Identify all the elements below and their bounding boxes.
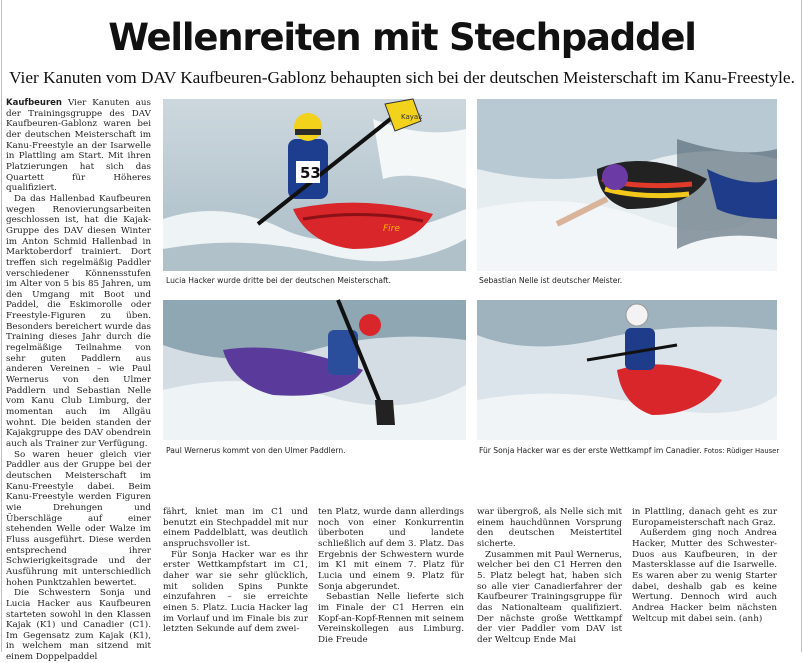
column-4-paragraph-2: Zusammen mit Paul Wernerus, welcher bei den C1 Herren den 5. Platz belegt hat, haben sich so alle vier Canadierfahrer der Kaufbeurer Trainingsgruppe für das Nationalteam qualifiziert. Der nächste große Wettkampf der vier Paddler vom DAV ist der Weltcup Ende Mai [477, 549, 622, 645]
page-border-right [801, 0, 802, 652]
column-2-paragraph-2: Für Sonja Hacker war es ihr erster Wettkampfstart im C1, daher war sie sehr glücklich, mit soliden Spins Punkte einzufahren – sie erreichte einen 5. Platz. Lucia Hacker lag im Vorlauf und im Finale bis zur letzten Sekunde auf dem zwei- [163, 549, 308, 635]
photo-sebastian-nelle [477, 99, 777, 271]
column-2-paragraph-1: fährt, kniet man im C1 und benutzt ein Stechpaddel mit nur einem Paddelblatt, was deutlich anspruchsvoller ist. [163, 507, 308, 549]
article-column-2 [163, 507, 308, 647]
photo-caption-4-text: Für Sonja Hacker war es der erste Wettkampf im Canadier. [479, 446, 702, 455]
column-3-paragraph-2: Sebastian Nelle lieferte sich im Finale der C1 Herren ein Kopf-an-Kopf-Rennen mit seinem Vereinskollegen aus Limburg. Die Freude [318, 592, 464, 645]
photo-lucia-hacker [163, 99, 466, 271]
photo-sonja-hacker-image [477, 300, 777, 440]
column-5-paragraph-2: Außerdem ging noch Andrea Hacker, Mutter des Schwester-Duos aus Kaufbeuren, in der Mastersklasse auf die Isarwelle. Es waren aber zu wenig Starter dabei, deshalb gab es keine Wertung. Dennoch wird auch Andrea Hacker beim nächsten Weltcup mit dabei sein. (anh) [632, 528, 777, 624]
column-5-paragraph-1: in Plattling, danach geht es zur Europameisterschaft nach Graz. [632, 507, 777, 528]
photo-caption-2: Sebastian Nelle ist deutscher Meister. [479, 276, 623, 285]
article-column-3 [318, 507, 464, 647]
bib-number: 53 [300, 164, 321, 182]
dateline: Kaufbeuren [6, 98, 62, 108]
photo-credit: Fotos: Rüdiger Hauser [704, 447, 780, 455]
page-border-left [1, 0, 2, 652]
paddle-blade-text: Kayak [401, 113, 423, 121]
column-3-paragraph-1: ten Platz, wurde dann allerdings noch von einer Konkurrentin überboten und landete schließlich auf dem 3. Platz. Das Ergebnis der Schwestern wurde im K1 mit einem 7. Platz für Lucia und einem 9. Platz für Sonja abgerundet. [318, 507, 464, 592]
column-1-paragraph-3: So waren heuer gleich vier Paddler aus der Gruppe bei der deutschen Meisterschaft im Kanu-Freestyle dabei. Beim Kanu-Freestyle werden Figuren wie Drehungen und Überschläge auf einer stehenden Welle oder Walze im Fluss ausgeführt. Diese werden entsprechend ihrer Schwierigkeitsgrade und der Ausführung mit unterschiedlich hohen Punktzahlen bewertet. [6, 449, 151, 588]
article-column-1 [6, 98, 151, 663]
column-4-paragraph-1: war übergroß, als Nelle sich mit einem hauchdünnen Vorsprung den deutschen Meistertitel sicherte. [477, 507, 622, 549]
photo-sonja-hacker [477, 300, 777, 440]
photo-lucia-hacker-image [163, 99, 466, 271]
column-1-paragraph-1: Kaufbeuren Vier Kanuten aus der Trainingsgruppe des DAV Kaufbeuren-Gablonz waren bei der deutschen Meisterschaft im Kanu-Freestyle an der Isarwelle in Plattling am Start. Mit ihren Platzierungen hat sich das Quartett für Höheres qualifiziert. [6, 98, 151, 194]
photo-caption-1: Lucia Hacker wurde dritte bei der deutschen Meisterschaft. [166, 276, 391, 285]
photo-caption-3: Paul Wernerus kommt von den Ulmer Paddlern. [166, 446, 346, 455]
boat-brand-text: Fire [383, 224, 400, 234]
article-column-5 [632, 507, 777, 647]
photo-paul-wernerus [163, 300, 466, 440]
article-column-4 [477, 507, 622, 647]
headline: Wellenreiten mit Stechpaddel [108, 16, 696, 59]
column-1-paragraph-4: Die Schwestern Sonja und Lucia Hacker aus Kaufbeuren starteten sowohl in den Klassen Kajak (K1) und Canadier (C1). Im Gegensatz zum Kajak (K1), in welchem man sitzend mit einem Doppelpaddel [6, 588, 151, 663]
photo-paul-wernerus-image [163, 300, 466, 440]
subheadline: Vier Kanuten vom DAV Kaufbeuren-Gablonz behaupten sich bei der deutschen Meisterschaft im Kanu-Freestyle. [9, 68, 795, 87]
photo-sebastian-nelle-image [477, 99, 777, 271]
column-1-paragraph-2: Da das Hallenbad Kaufbeuren wegen Renovierungsarbeiten geschlossen ist, hat die Kajak-Gruppe des DAV diesen Winter im Anton Schmid Hallenbad in Marktoberdorf trainiert. Dort treffen sich regelmäßig Paddler verschiedener Könnensstufen im Alter von 5 bis 85 Jahren, um den Umgang mit Boot und Paddel, die Eskimorolle oder Freestyle-Figuren zu üben. Besonders bereichert wurde das Training dieses Jahr durch die regelmäßige Teilnahme von sehr guten Paddlern aus anderen Vereinen – wie Paul Wernerus von den Ulmer Paddlern und Sebastian Nelle vom Kanu Club Limburg, der momentan auch im Allgäu wohnt. Die beiden standen der Kajakgruppe des DAV obendrein auch als Trainer zur Verfügung. [6, 193, 151, 449]
photo-caption-4 [479, 446, 779, 456]
